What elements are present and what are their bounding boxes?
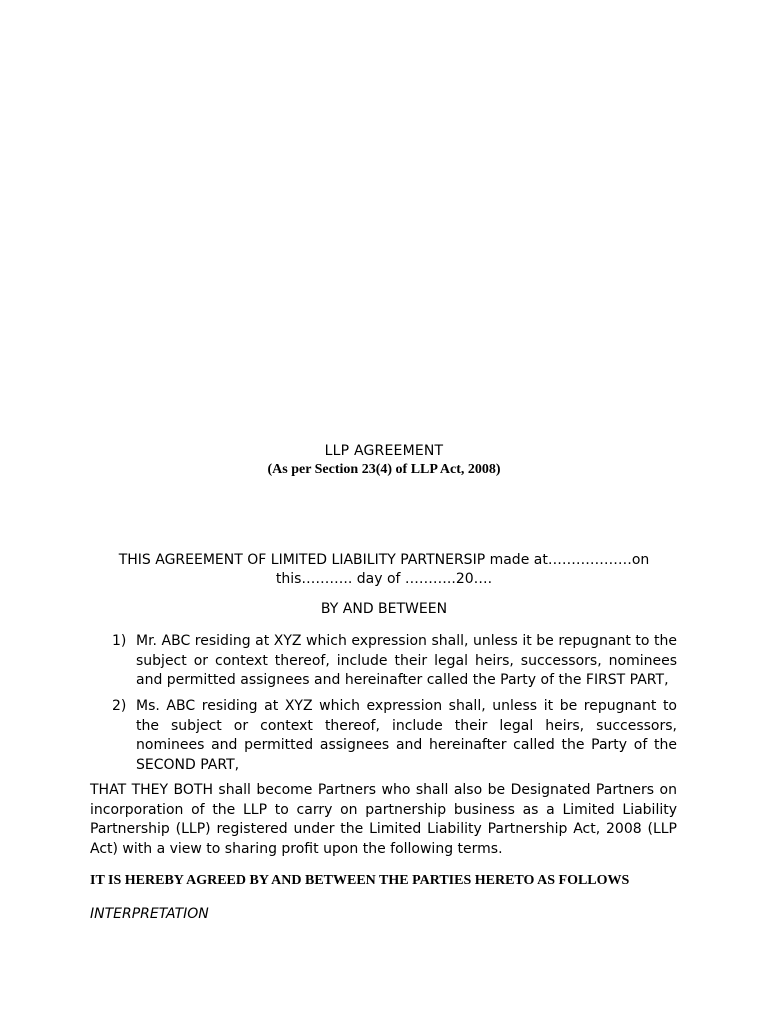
list-number: 1)	[112, 633, 127, 649]
party-list-item	[90, 632, 677, 691]
list-number: 2)	[112, 698, 127, 714]
document-subtitle: (As per Section 23(4) of LLP Act, 2008)	[267, 462, 501, 477]
section-heading-interpretation: INTERPRETATION	[90, 906, 209, 922]
party-description: Mr. ABC residing at XYZ which expression shall, unless it be repugnant to the subject or context thereof, include their legal heirs, successors, nominees and permitted assignees and hereinafter called the Party of the FIRST PART,	[136, 633, 677, 688]
by-and-between-heading: BY AND BETWEEN	[320, 601, 448, 617]
purpose-paragraph: THAT THEY BOTH shall become Partners who shall also be Designated Partners on incorporation of the LLP to carry on partnership business as a Limited Liability Partnership (LLP) registered under the Limited Liability Partnership Act, 2008 (LLP Act) with a view to sharing profit upon the following terms.	[90, 782, 677, 857]
party-list-item	[90, 697, 677, 775]
party-description: Ms. ABC residing at XYZ which expression shall, unless it be repugnant to the subject or context thereof, include their legal heirs, successors, nominees and permitted assignees and hereinafter called the Party of the SECOND PART,	[136, 698, 677, 773]
document-title: LLP AGREEMENT	[324, 443, 444, 459]
intro-paragraph: THIS AGREEMENT OF LIMITED LIABILITY PARTNERSIP made at………………on this……….. day of ………..20….	[118, 552, 650, 587]
agreed-heading: IT IS HEREBY AGREED BY AND BETWEEN THE PARTIES HERETO AS FOLLOWS	[90, 873, 630, 888]
